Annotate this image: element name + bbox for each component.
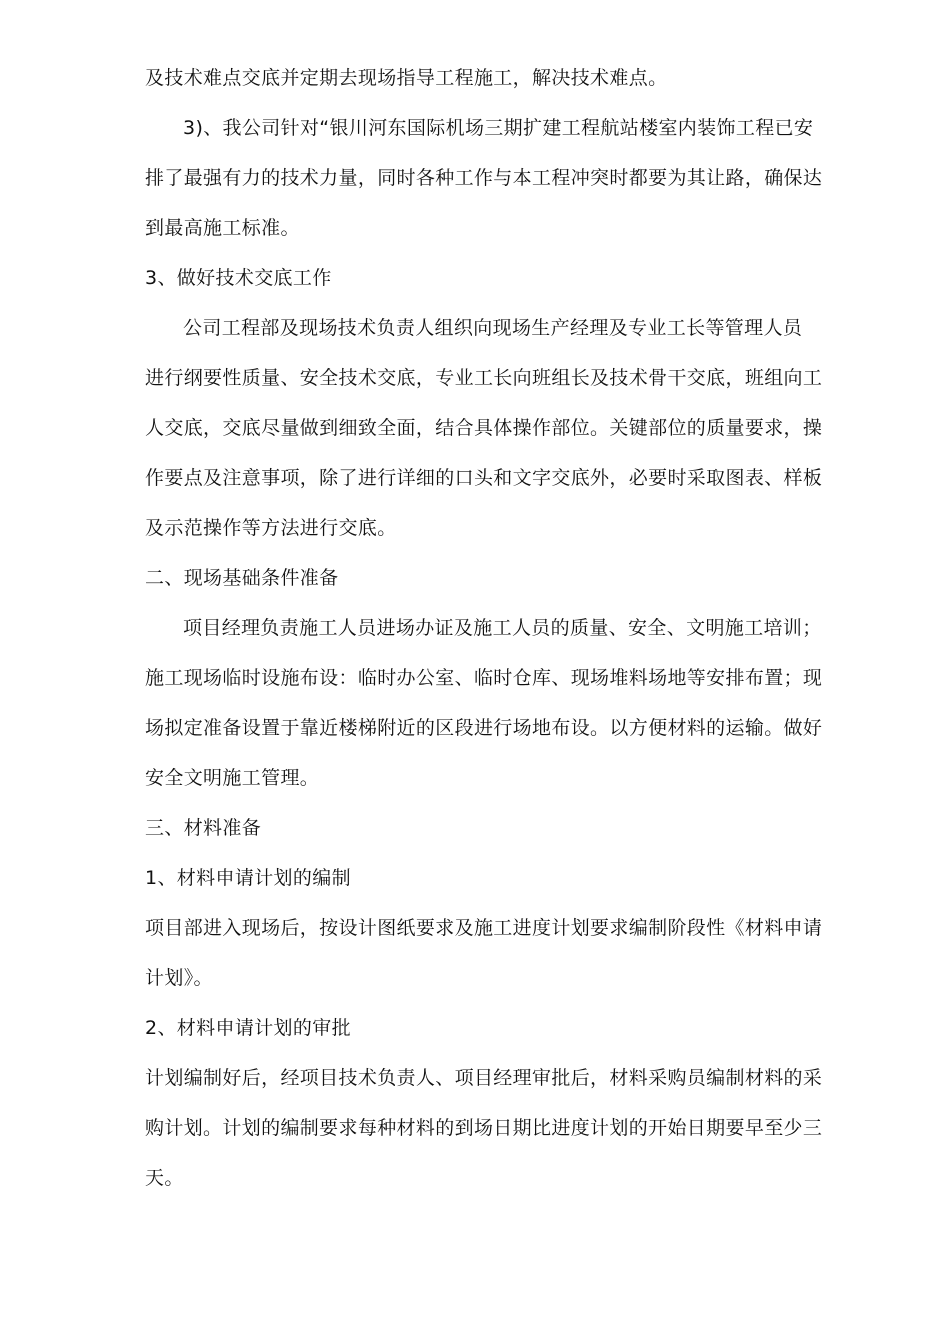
text-line: 项目经理负责施工人员进场办证及施工人员的质量、安全、文明施工培训； (183, 617, 822, 639)
section-heading: 3、做好技术交底工作 (145, 267, 332, 289)
text-line: 购计划。计划的编制要求每种材料的到场日期比进度计划的开始日期要早至少三 (145, 1117, 823, 1139)
text-line: 场拟定准备设置于靠近楼梯附近的区段进行场地布设。以方便材料的运输。做好 (145, 717, 823, 739)
text-line: 计划》。 (145, 967, 213, 989)
text-line: 排了最强有力的技术力量，同时各种工作与本工程冲突时都要为其让路，确保达 (145, 167, 823, 189)
subsection-heading: 1、材料申请计划的编制 (145, 867, 351, 889)
section-heading: 三、材料准备 (145, 817, 262, 839)
text-line: 安全文明施工管理。 (145, 767, 320, 789)
text-line: 人交底，交底尽量做到细致全面，结合具体操作部位。关键部位的质量要求，操 (145, 417, 823, 439)
text-line: 计划编制好后，经项目技术负责人、项目经理审批后，材料采购员编制材料的采 (145, 1067, 823, 1089)
text-line: 及示范操作等方法进行交底。 (145, 517, 397, 539)
text-line: 施工现场临时设施布设：临时办公室、临时仓库、现场堆料场地等安排布置；现 (145, 667, 823, 689)
section-heading: 二、现场基础条件准备 (145, 567, 339, 589)
text-line: 公司工程部及现场技术负责人组织向现场生产经理及专业工长等管理人员 (183, 317, 803, 339)
text-line: 到最高施工标准。 (145, 217, 300, 239)
text-line: 天。 (145, 1167, 184, 1189)
text-line: 3)、我公司针对“银川河东国际机场三期扩建工程航站楼室内装饰工程已安 (183, 117, 814, 139)
subsection-heading: 2、材料申请计划的审批 (145, 1017, 351, 1039)
text-line: 进行纲要性质量、安全技术交底，专业工长向班组长及技术骨干交底，班组向工 (145, 367, 823, 389)
text-line: 项目部进入现场后，按设计图纸要求及施工进度计划要求编制阶段性《材料申请 (145, 917, 823, 939)
text-line: 及技术难点交底并定期去现场指导工程施工，解决技术难点。 (145, 67, 668, 89)
text-line: 作要点及注意事项，除了进行详细的口头和文字交底外，必要时采取图表、样板 (145, 467, 823, 489)
